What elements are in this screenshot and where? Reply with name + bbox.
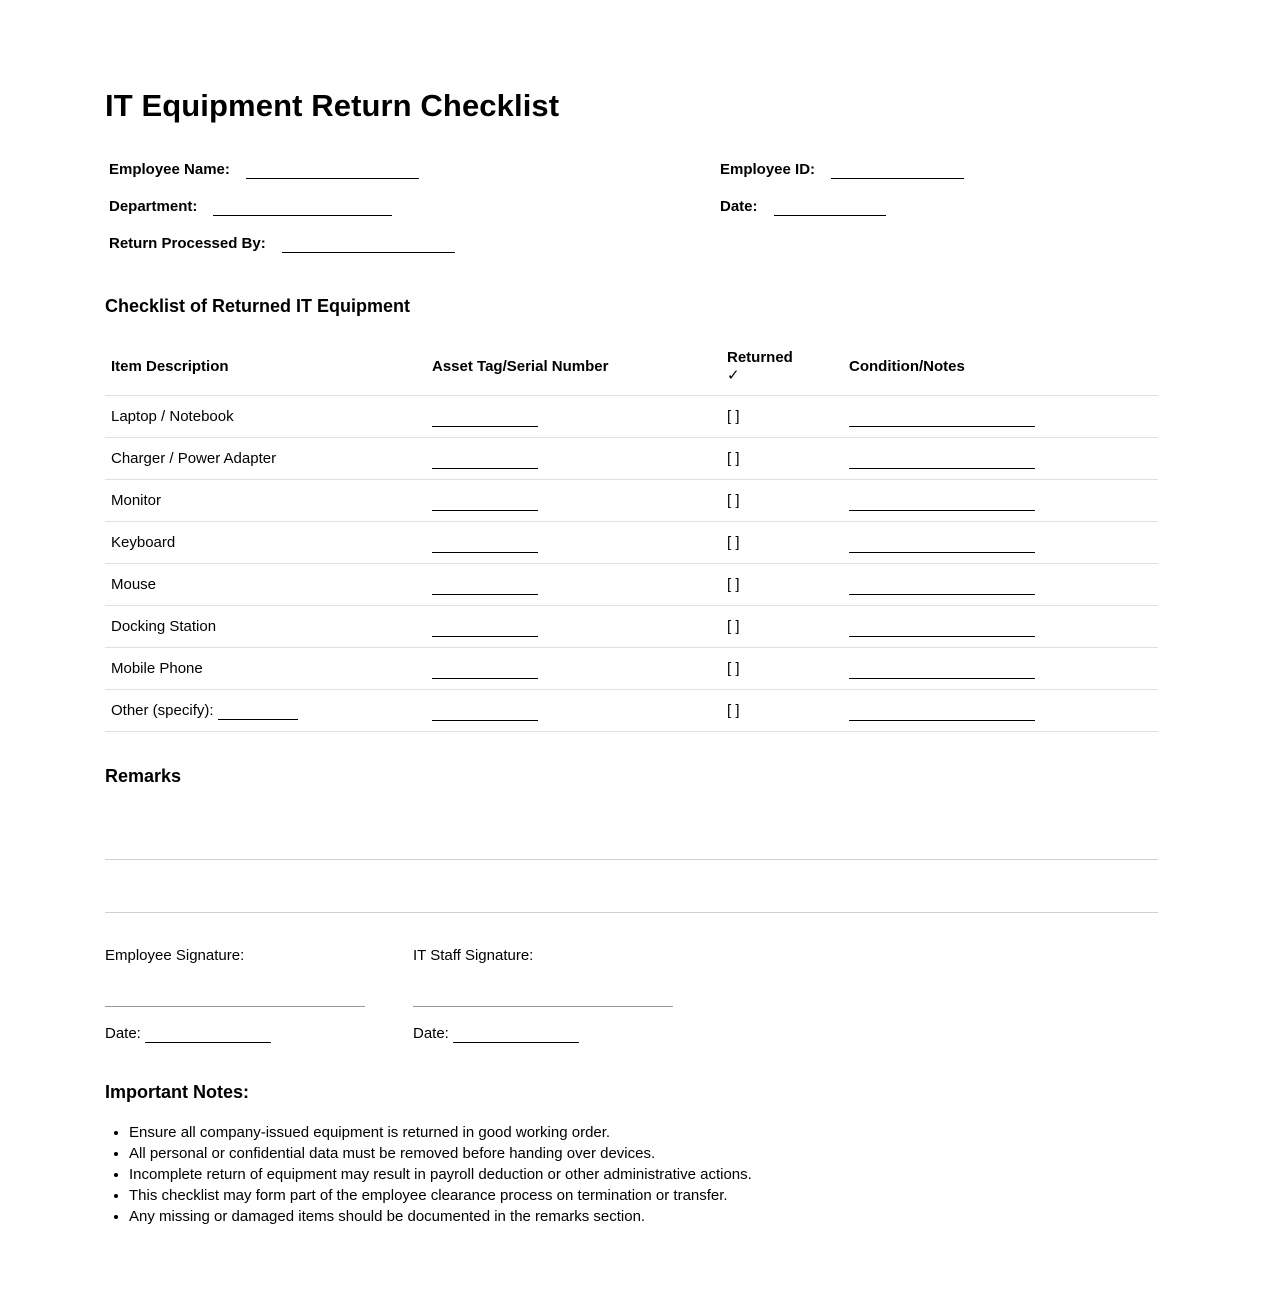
date-blank[interactable] — [774, 214, 886, 216]
returned-checkbox[interactable]: [ ] — [721, 522, 843, 564]
condition-notes-blank[interactable] — [849, 425, 1035, 427]
item-description: Monitor — [105, 480, 426, 522]
important-notes-list — [105, 1122, 752, 1227]
asset-tag-blank[interactable] — [432, 677, 538, 679]
department-label: Department: — [109, 198, 198, 215]
table-row — [105, 396, 1158, 438]
returned-checkbox[interactable]: [ ] — [721, 480, 843, 522]
table-row — [105, 690, 1158, 732]
list-item: • This checklist may form part of the employee clearance process on termination or transfer. — [129, 1185, 752, 1206]
asset-tag-blank[interactable] — [432, 719, 538, 721]
employee-signature-line[interactable] — [105, 1006, 365, 1007]
other-specify-label: Other (specify): — [111, 702, 214, 719]
remarks-line[interactable] — [105, 912, 1158, 913]
asset-tag-blank[interactable] — [432, 593, 538, 595]
table-header-row — [105, 338, 1158, 396]
condition-notes-blank[interactable] — [849, 593, 1035, 595]
condition-notes-blank[interactable] — [849, 635, 1035, 637]
remarks-heading: Remarks — [105, 766, 182, 786]
returned-checkbox[interactable]: [ ] — [721, 438, 843, 480]
employee-date-blank[interactable] — [145, 1041, 271, 1043]
processed-by-blank[interactable] — [282, 251, 455, 253]
department-blank[interactable] — [213, 214, 392, 216]
item-description: Docking Station — [105, 606, 426, 648]
condition-notes-blank[interactable] — [849, 551, 1035, 553]
item-description: Mouse — [105, 564, 426, 606]
table-row — [105, 480, 1158, 522]
col-item-description: Item Description — [105, 338, 426, 396]
table-row — [105, 564, 1158, 606]
list-item: • Incomplete return of equipment may result in payroll deduction or other administrative actions. — [129, 1164, 752, 1185]
returned-checkbox[interactable]: [ ] — [721, 396, 843, 438]
employee-id-label: Employee ID: — [720, 161, 816, 178]
processed-by-field — [109, 235, 455, 252]
condition-notes-blank[interactable] — [849, 719, 1035, 721]
other-specify-blank[interactable] — [218, 718, 298, 720]
employee-id-blank[interactable] — [831, 177, 964, 179]
returned-checkbox[interactable]: [ ] — [721, 564, 843, 606]
item-description: Keyboard — [105, 522, 426, 564]
date-field — [720, 198, 886, 215]
checklist-heading: Checklist of Returned IT Equipment — [105, 296, 411, 316]
returned-checkbox[interactable]: [ ] — [721, 648, 843, 690]
it-staff-date-blank[interactable] — [453, 1041, 579, 1043]
list-item: • Ensure all company-issued equipment is returned in good working order. — [129, 1122, 752, 1143]
page-title: IT Equipment Return Checklist — [105, 88, 560, 123]
processed-by-label: Return Processed By: — [109, 235, 266, 252]
col-condition-notes: Condition/Notes — [843, 338, 1158, 396]
employee-date-field — [105, 1025, 271, 1042]
asset-tag-blank[interactable] — [432, 551, 538, 553]
department-field — [109, 198, 392, 215]
asset-tag-blank[interactable] — [432, 425, 538, 427]
employee-id-field — [720, 161, 964, 178]
important-notes-heading: Important Notes: — [105, 1082, 249, 1102]
item-description: Laptop / Notebook — [105, 396, 426, 438]
it-staff-signature-label: IT Staff Signature: — [413, 947, 534, 964]
remarks-line[interactable] — [105, 859, 1158, 860]
condition-notes-blank[interactable] — [849, 509, 1035, 511]
it-staff-date-label: Date: — [413, 1025, 449, 1042]
employee-name-label: Employee Name: — [109, 161, 230, 178]
list-item: • Any missing or damaged items should be documented in the remarks section. — [129, 1206, 752, 1227]
condition-notes-blank[interactable] — [849, 467, 1035, 469]
col-asset-tag: Asset Tag/Serial Number — [426, 338, 721, 396]
table-row — [105, 522, 1158, 564]
table-row — [105, 606, 1158, 648]
asset-tag-blank[interactable] — [432, 635, 538, 637]
asset-tag-blank[interactable] — [432, 509, 538, 511]
table-row — [105, 648, 1158, 690]
list-item: • All personal or confidential data must be removed before handing over devices. — [129, 1143, 752, 1164]
it-staff-date-field — [413, 1025, 579, 1042]
date-label: Date: — [720, 198, 758, 215]
col-returned — [721, 338, 843, 396]
condition-notes-blank[interactable] — [849, 677, 1035, 679]
item-description-other — [105, 690, 426, 732]
employee-signature-label: Employee Signature: — [105, 947, 245, 964]
returned-checkbox[interactable]: [ ] — [721, 606, 843, 648]
table-row — [105, 438, 1158, 480]
item-description: Charger / Power Adapter — [105, 438, 426, 480]
equipment-table — [105, 338, 1158, 732]
employee-name-blank[interactable] — [246, 177, 419, 179]
returned-checkbox[interactable]: [ ] — [721, 690, 843, 732]
checkmark-icon: ✓ — [727, 367, 740, 384]
item-description: Mobile Phone — [105, 648, 426, 690]
employee-name-field — [109, 161, 419, 178]
returned-header-label: Returned — [727, 349, 793, 366]
employee-date-label: Date: — [105, 1025, 141, 1042]
asset-tag-blank[interactable] — [432, 467, 538, 469]
it-staff-signature-line[interactable] — [413, 1006, 673, 1007]
